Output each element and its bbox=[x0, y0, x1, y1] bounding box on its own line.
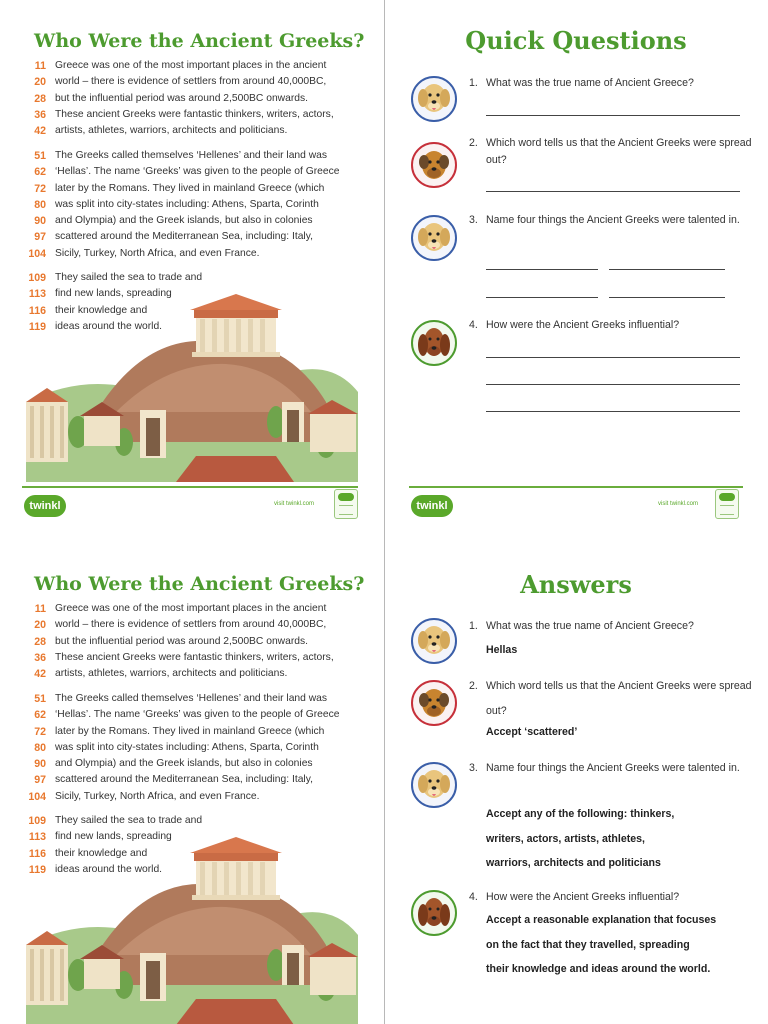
question-number: 1. bbox=[469, 620, 478, 632]
bloodhound-avatar bbox=[411, 890, 457, 936]
line-number: 20 bbox=[34, 76, 46, 89]
line-number: 119 bbox=[28, 320, 46, 333]
reading-line bbox=[24, 270, 354, 286]
golden-retriever-avatar bbox=[411, 618, 457, 664]
line-number: 36 bbox=[34, 651, 46, 664]
answer-line[interactable] bbox=[486, 357, 740, 358]
reading-paragraph-1 bbox=[24, 58, 354, 139]
question-number: 4. bbox=[469, 891, 478, 903]
reading-line bbox=[24, 789, 354, 805]
quality-badge-icon bbox=[715, 489, 739, 519]
line-text: ideas around the world. bbox=[55, 863, 163, 875]
line-number: 42 bbox=[34, 668, 46, 681]
line-number: 90 bbox=[34, 215, 46, 228]
line-text: artists, athletes, warriors, architects and politicians. bbox=[55, 668, 288, 680]
answer-line[interactable] bbox=[486, 269, 598, 270]
line-number: 97 bbox=[34, 774, 46, 787]
line-number: 28 bbox=[34, 92, 46, 105]
line-text: and Olympia) and the Greek islands, but also in colonies bbox=[55, 215, 313, 227]
answer-line-text: warriors, architects and politicians bbox=[486, 857, 661, 869]
line-number: 11 bbox=[34, 603, 46, 615]
line-text: ideas around the world. bbox=[55, 320, 163, 332]
line-text: was split into city-states including: Athens, Sparta, Corinth bbox=[55, 741, 319, 753]
reading-title: Who Were the Ancient Greeks? bbox=[34, 30, 365, 52]
answer-line[interactable] bbox=[486, 384, 740, 385]
line-number: 11 bbox=[34, 60, 46, 72]
line-number: 109 bbox=[28, 272, 46, 284]
answers-title: Answers bbox=[520, 570, 632, 599]
reading-line bbox=[24, 601, 354, 617]
answers-panel bbox=[385, 540, 768, 1024]
reading-line bbox=[24, 666, 354, 682]
questions-panel bbox=[385, 0, 768, 540]
reading-line bbox=[24, 862, 354, 878]
reading-line bbox=[24, 319, 354, 335]
answer-line-text: Accept any of the following: thinkers, bbox=[486, 808, 675, 820]
line-text: later by the Romans. They lived in mainland Greece (which bbox=[55, 725, 325, 737]
line-text: and Olympia) and the Greek islands, but also in colonies bbox=[55, 758, 313, 770]
reading-line bbox=[24, 213, 354, 229]
reading-line bbox=[24, 286, 354, 302]
reading-line bbox=[24, 303, 354, 319]
footer-rule bbox=[409, 486, 743, 488]
question-text: What was the true name of Ancient Greece? bbox=[486, 77, 694, 89]
reading-line bbox=[24, 740, 354, 756]
line-number: 80 bbox=[34, 198, 46, 211]
line-number: 116 bbox=[28, 847, 46, 860]
reading-line bbox=[24, 148, 354, 164]
twinkl-logo: twinkl bbox=[411, 495, 453, 517]
line-number: 20 bbox=[34, 619, 46, 632]
reading-paragraph-2 bbox=[24, 148, 354, 262]
line-number: 80 bbox=[34, 741, 46, 754]
reading-line bbox=[24, 829, 354, 845]
reading-line bbox=[24, 756, 354, 772]
reading-line bbox=[24, 107, 354, 123]
visit-twinkl-link[interactable]: visit twinkl.com bbox=[658, 501, 699, 507]
golden-retriever-avatar bbox=[411, 215, 457, 261]
reading-panel-top bbox=[0, 0, 384, 540]
line-number: 90 bbox=[34, 758, 46, 771]
line-text: but the influential period was around 2,500BC onwards. bbox=[55, 92, 309, 104]
line-text: was split into city-states including: Athens, Sparta, Corinth bbox=[55, 198, 319, 210]
answer-line[interactable] bbox=[486, 297, 598, 298]
twinkl-logo: twinkl bbox=[24, 495, 66, 517]
reading-line bbox=[24, 58, 354, 74]
question-text: Which word tells us that the Ancient Greeks were spread out? bbox=[486, 680, 752, 717]
line-text: The Greeks called themselves ‘Hellenes’ and their land was bbox=[55, 150, 328, 161]
answer-line[interactable] bbox=[609, 269, 725, 270]
reading-line bbox=[24, 197, 354, 213]
reading-panel-bottom bbox=[0, 540, 384, 1024]
line-number: 72 bbox=[34, 725, 46, 738]
reading-paragraph-3 bbox=[24, 813, 354, 878]
line-number: 28 bbox=[34, 635, 46, 648]
line-text: later by the Romans. They lived in mainland Greece (which bbox=[55, 182, 325, 194]
reading-line bbox=[24, 246, 354, 262]
question-text: How were the Ancient Greeks influential? bbox=[486, 891, 680, 903]
answer-1: Hellas bbox=[486, 644, 518, 656]
airedale-avatar bbox=[411, 142, 457, 188]
reading-line bbox=[24, 724, 354, 740]
line-text: Greece was one of the most important places in the ancient bbox=[55, 603, 327, 614]
reading-line bbox=[24, 707, 354, 723]
answer-line[interactable] bbox=[486, 411, 740, 412]
answer-line-text: Accept a reasonable explanation that focuses bbox=[486, 914, 717, 926]
reading-line bbox=[24, 772, 354, 788]
reading-line bbox=[24, 123, 354, 139]
question-text: Name four things the Ancient Greeks were talented in. bbox=[486, 214, 740, 226]
bloodhound-avatar bbox=[411, 320, 457, 366]
answer-line[interactable] bbox=[486, 191, 740, 192]
visit-twinkl-link[interactable]: visit twinkl.com bbox=[274, 501, 315, 507]
question-text: Which word tells us that the Ancient Greeks were spread out? bbox=[486, 137, 752, 166]
reading-line bbox=[24, 91, 354, 107]
line-text: The Greeks called themselves ‘Hellenes’ and their land was bbox=[55, 693, 328, 704]
line-number: 72 bbox=[34, 182, 46, 195]
line-text: artists, athletes, warriors, architects and politicians. bbox=[55, 125, 288, 137]
reading-line bbox=[24, 650, 354, 666]
line-text: ‘Hellas’. The name ‘Greeks’ was given to the people of Greece bbox=[55, 709, 340, 721]
line-text: Greece was one of the most important places in the ancient bbox=[55, 60, 327, 71]
line-number: 109 bbox=[28, 815, 46, 827]
line-text: ‘Hellas’. The name ‘Greeks’ was given to the people of Greece bbox=[55, 166, 340, 178]
line-text: These ancient Greeks were fantastic thinkers, writers, actors, bbox=[55, 651, 334, 663]
line-text: Sicily, Turkey, North Africa, and even France. bbox=[55, 247, 260, 259]
line-text: find new lands, spreading bbox=[55, 288, 172, 300]
line-text: Sicily, Turkey, North Africa, and even France. bbox=[55, 790, 260, 802]
line-number: 116 bbox=[28, 304, 46, 317]
answer-4 bbox=[486, 908, 756, 982]
line-number: 113 bbox=[28, 288, 46, 301]
reading-title: Who Were the Ancient Greeks? bbox=[34, 573, 365, 595]
question-text: How were the Ancient Greeks influential? bbox=[486, 319, 680, 331]
reading-line bbox=[24, 229, 354, 245]
line-number: 104 bbox=[28, 247, 46, 260]
airedale-avatar bbox=[411, 680, 457, 726]
reading-line bbox=[24, 164, 354, 180]
reading-paragraph-3 bbox=[24, 270, 354, 335]
question-number: 3. bbox=[469, 762, 478, 774]
line-text: their knowledge and bbox=[55, 304, 148, 316]
line-number: 113 bbox=[28, 831, 46, 844]
reading-paragraph-2 bbox=[24, 691, 354, 805]
line-number: 104 bbox=[28, 790, 46, 803]
line-text: scattered around the Mediterranean Sea, including: Italy, bbox=[55, 774, 313, 786]
questions-title: Quick Questions bbox=[465, 26, 687, 55]
question-number: 1. bbox=[469, 77, 478, 89]
footer-rule bbox=[22, 486, 358, 488]
line-number: 97 bbox=[34, 231, 46, 244]
reading-line bbox=[24, 813, 354, 829]
line-text: They sailed the sea to trade and bbox=[55, 272, 203, 283]
question-number: 4. bbox=[469, 319, 478, 331]
answer-line[interactable] bbox=[486, 115, 740, 116]
answer-2: Accept ‘scattered’ bbox=[486, 726, 578, 738]
line-text: but the influential period was around 2,500BC onwards. bbox=[55, 635, 309, 647]
line-text: their knowledge and bbox=[55, 847, 148, 859]
line-text: find new lands, spreading bbox=[55, 831, 172, 843]
line-number: 51 bbox=[34, 150, 46, 162]
line-number: 119 bbox=[28, 863, 46, 876]
line-number: 36 bbox=[34, 108, 46, 121]
line-text: These ancient Greeks were fantastic thinkers, writers, actors, bbox=[55, 108, 334, 120]
reading-paragraph-1 bbox=[24, 601, 354, 682]
line-text: scattered around the Mediterranean Sea, including: Italy, bbox=[55, 231, 313, 243]
answer-3 bbox=[486, 802, 756, 876]
line-number: 51 bbox=[34, 693, 46, 705]
golden-retriever-avatar bbox=[411, 762, 457, 808]
line-text: world – there is evidence of settlers from around 40,000BC, bbox=[55, 76, 327, 88]
reading-line bbox=[24, 74, 354, 90]
reading-line bbox=[24, 617, 354, 633]
answer-line[interactable] bbox=[609, 297, 725, 298]
answer-line-text: on the fact that they travelled, spreading bbox=[486, 938, 690, 951]
line-text: They sailed the sea to trade and bbox=[55, 815, 203, 826]
question-text: Name four things the Ancient Greeks were talented in. bbox=[486, 762, 740, 774]
golden-retriever-avatar bbox=[411, 76, 457, 122]
answer-line-text: their knowledge and ideas around the world. bbox=[486, 963, 711, 975]
line-number: 62 bbox=[34, 709, 46, 722]
quality-badge-icon bbox=[334, 489, 358, 519]
line-text: world – there is evidence of settlers from around 40,000BC, bbox=[55, 619, 327, 631]
question-number: 2. bbox=[469, 137, 478, 149]
answer-line-text: writers, actors, artists, athletes, bbox=[486, 832, 645, 845]
reading-line bbox=[24, 634, 354, 650]
question-number: 2. bbox=[469, 680, 478, 692]
reading-line bbox=[24, 181, 354, 197]
reading-line bbox=[24, 691, 354, 707]
line-number: 62 bbox=[34, 166, 46, 179]
question-number: 3. bbox=[469, 214, 478, 226]
reading-line bbox=[24, 846, 354, 862]
question-text: What was the true name of Ancient Greece? bbox=[486, 620, 694, 632]
line-number: 42 bbox=[34, 125, 46, 138]
